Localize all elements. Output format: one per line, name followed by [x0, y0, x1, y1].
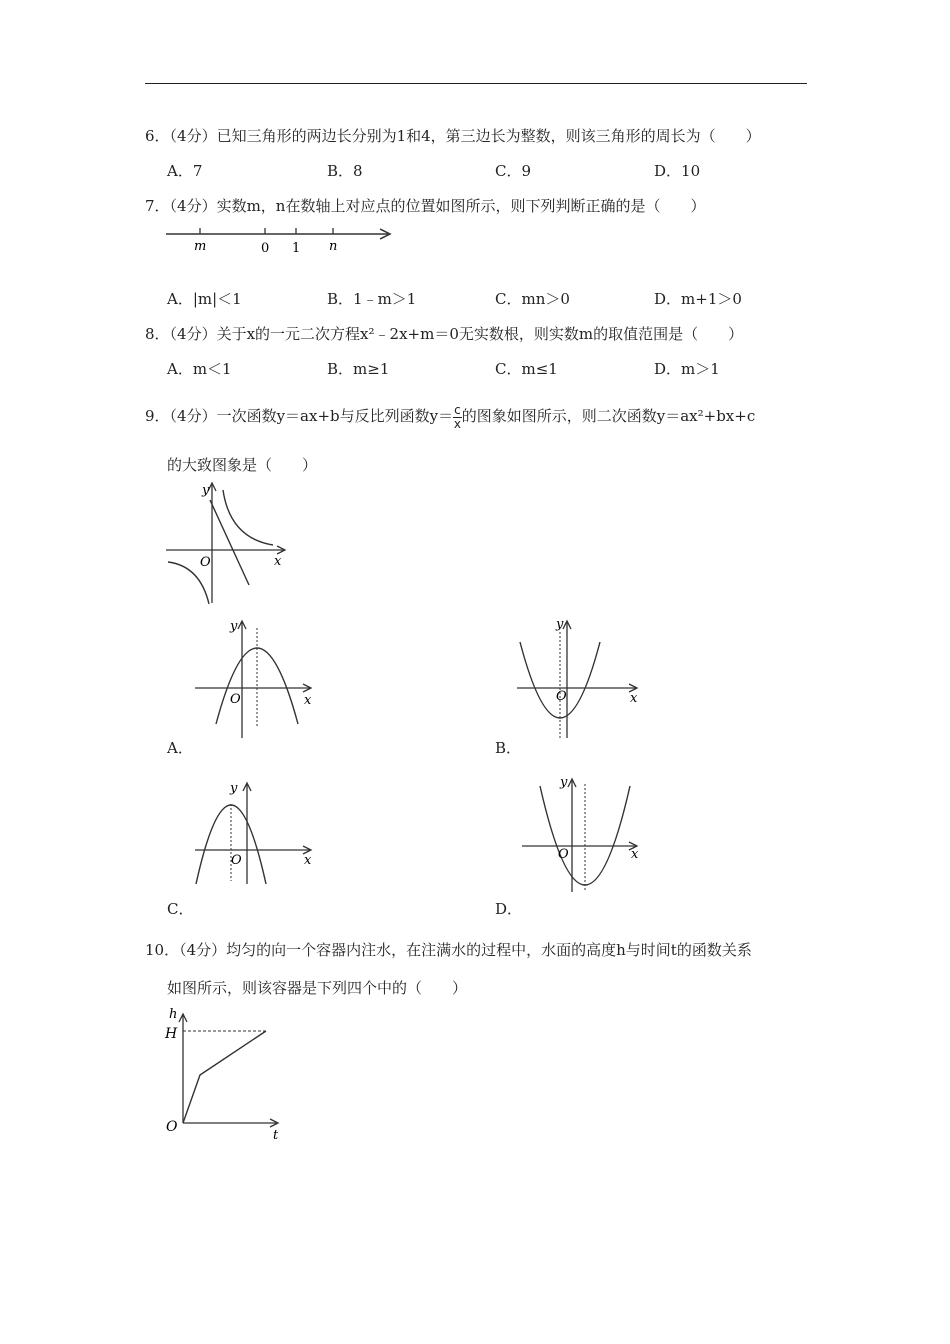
q7-stem: 7．（4分）实数m，n在数轴上对应点的位置如图所示，则下列判断正确的是（ ）	[145, 197, 706, 215]
axis-label-y: y	[556, 617, 564, 632]
axis-label-origin: O	[166, 1119, 178, 1135]
q9-stem-line1	[145, 399, 755, 433]
q6-option-a: A．7	[167, 162, 203, 180]
number-line-label-0: 0	[261, 241, 270, 256]
axis-label-x: x	[304, 693, 312, 708]
number-line-label-1: 1	[292, 241, 301, 256]
q9-option-b-graph	[512, 614, 647, 744]
q9-option-d-label: D．	[495, 900, 523, 918]
q7-option-d: D．m+1＞0	[654, 290, 742, 308]
axis-label-origin: O	[558, 847, 569, 862]
q7-option-b: B．1﹣m＞1	[327, 290, 417, 308]
q10-graph	[160, 1005, 290, 1145]
number-line-label-m: m	[194, 239, 207, 254]
fraction-denominator: x	[453, 416, 461, 431]
axis-label-h: h	[169, 1007, 178, 1022]
q6-option-b: B．8	[327, 162, 363, 180]
q9-option-a-label: A．	[167, 739, 193, 757]
q9-fraction	[453, 404, 462, 431]
q8-option-d: D．m＞1	[654, 360, 720, 378]
axis-label-origin: O	[230, 692, 241, 707]
fraction-numerator: c	[454, 402, 461, 417]
axis-label-x: x	[274, 554, 282, 569]
axis-label-origin: O	[200, 555, 211, 570]
q8-stem: 8．（4分）关于x的一元二次方程x²﹣2x+m＝0无实数根，则实数m的取值范围是（ ）	[145, 325, 744, 343]
q9-option-c-label: C．	[167, 900, 194, 918]
q8-option-b: B．m≥1	[327, 360, 390, 378]
q9-stem-b: 的图象如图所示，则二次函数y＝ax²+bx+c	[461, 407, 756, 425]
number-line-label-n: n	[329, 239, 338, 254]
q9-stem-c: 的大致图象是（ ）	[167, 456, 318, 474]
axis-label-t: t	[273, 1128, 279, 1143]
q7-option-c: C．mn＞0	[495, 290, 570, 308]
q6-stem: 6．（4分）已知三角形的两边长分别为1和4，第三边长为整数，则该三角形的周长为（ ）	[145, 127, 761, 145]
axis-label-origin: O	[231, 853, 242, 868]
q10-stem-b: 如图所示，则该容器是下列四个中的（ ）	[167, 979, 468, 997]
axis-label-y: y	[202, 483, 210, 498]
q6-option-d: D．10	[654, 162, 701, 180]
axis-label-origin: O	[556, 689, 567, 704]
q6-option-c: C．9	[495, 162, 532, 180]
q9-option-a-graph	[190, 614, 320, 744]
axis-label-x: x	[631, 847, 639, 862]
axis-label-y: y	[560, 775, 568, 790]
q9-stem-a: 9．（4分）一次函数y＝ax+b与反比列函数y＝	[145, 407, 454, 425]
header-rule	[145, 83, 807, 84]
q10-stem-a: 10．（4分）均匀的向一个容器内注水，在注满水的过程中，水面的高度h与时间t的函数关系	[145, 941, 752, 959]
q9-option-d-graph	[518, 774, 653, 894]
axis-label-y: y	[230, 781, 238, 796]
axis-label-H: H	[165, 1026, 178, 1042]
q7-option-a: A．|m|＜1	[167, 290, 242, 308]
axis-label-y: y	[230, 619, 238, 634]
number-line-figure	[160, 222, 400, 262]
q8-option-c: C．m≤1	[495, 360, 558, 378]
q9-given-graph	[160, 478, 290, 608]
q9-option-c-graph	[190, 776, 320, 888]
q8-option-a: A．m＜1	[167, 360, 232, 378]
axis-label-x: x	[630, 691, 638, 706]
axis-label-x: x	[304, 853, 312, 868]
q9-option-b-label: B．	[495, 739, 522, 757]
